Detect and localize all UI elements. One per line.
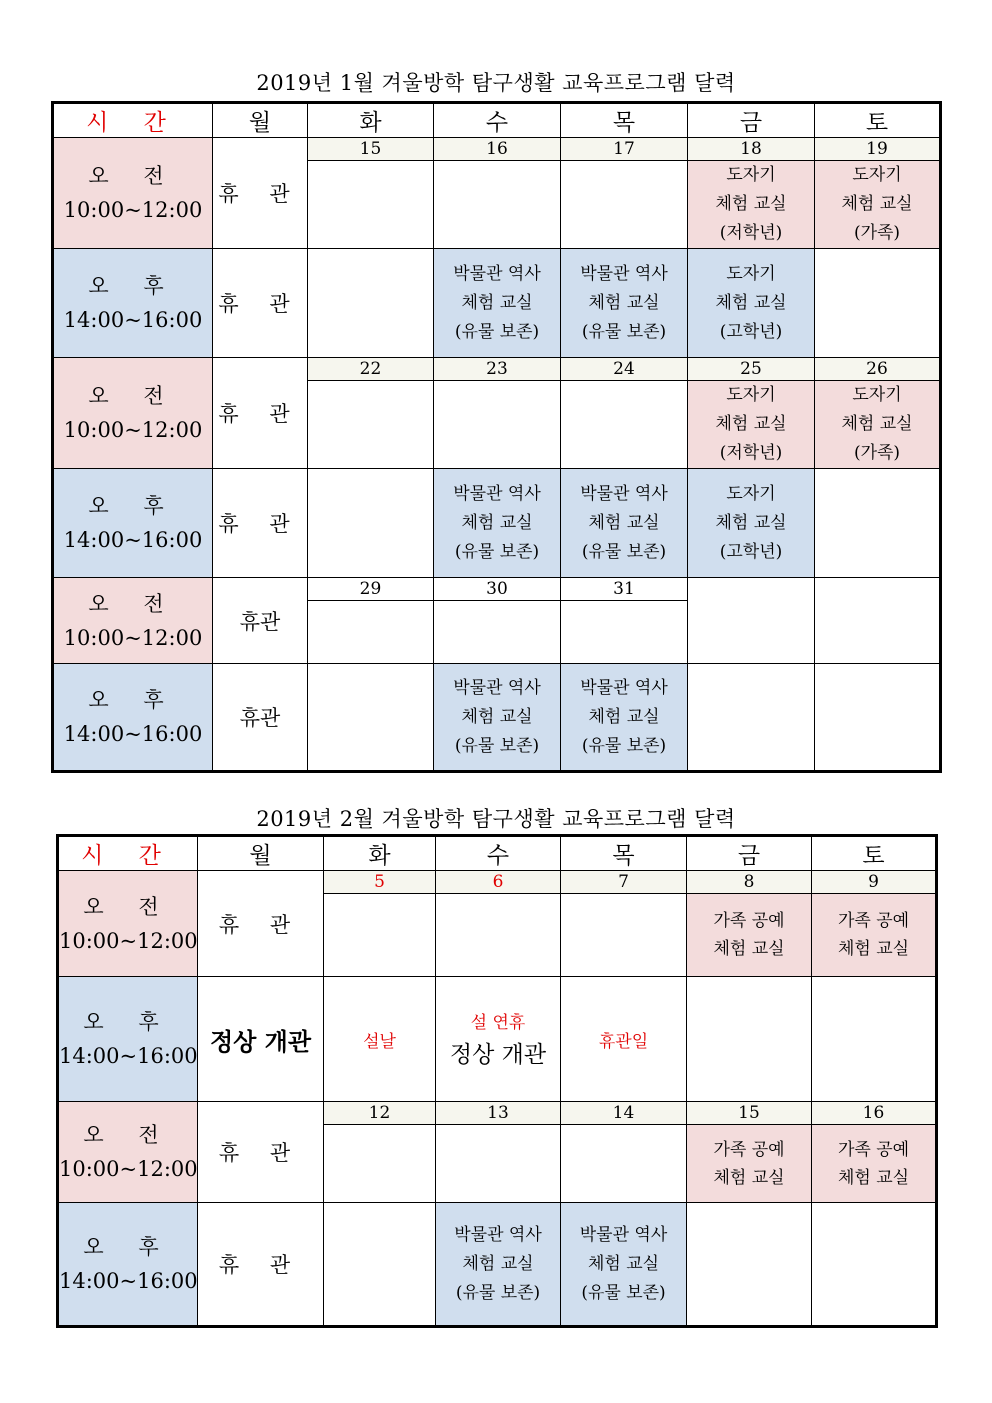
time-slot-pm (58, 977, 198, 1102)
empty-cell (324, 894, 436, 977)
empty-cell (434, 381, 561, 469)
empty-cell (561, 381, 688, 469)
empty-cell (434, 161, 561, 249)
program-cell-ceramic: 도자기 체험 교실 (가족) (815, 381, 941, 469)
slot-time: 14:00~16:00 (59, 1044, 198, 1068)
program-cell-history: 박물관 역사 체험 교실 (유물 보존) (436, 1203, 561, 1327)
slot-time: 10:00~12:00 (63, 198, 203, 222)
empty-cell (687, 977, 812, 1102)
program-cell-history: 박물관 역사 체험 교실 (유물 보존) (434, 469, 561, 578)
closed-cell: 휴 관 (198, 871, 324, 977)
empty-cell (812, 977, 937, 1102)
header-tue: 화 (308, 103, 434, 138)
date-cell: 17 (561, 138, 688, 161)
jan-header-row (53, 103, 941, 138)
empty-cell (436, 1125, 561, 1203)
header-time: 시 간 (53, 103, 213, 138)
time-slot-am (58, 1102, 198, 1203)
slot-label: 오 후 (83, 1235, 173, 1259)
closed-cell: 휴 관 (198, 1203, 324, 1327)
date-cell-holiday: 6 (436, 871, 561, 894)
date-cell: 18 (688, 138, 815, 161)
header-wed: 수 (434, 103, 561, 138)
feb-title: 2019년 2월 겨울방학 탐구생활 교육프로그램 달력 (256, 807, 736, 831)
empty-cell (324, 1125, 436, 1203)
closed-cell: 휴 관 (213, 469, 308, 578)
seol-holiday-cell: 설 연휴 정상 개관 (436, 977, 561, 1102)
open-normal-cell: 정상 개관 (198, 977, 324, 1102)
slot-time: 10:00~12:00 (59, 1157, 198, 1181)
closed-cell: 휴관 (213, 578, 308, 664)
header-fri: 금 (687, 836, 812, 871)
empty-cell (308, 249, 434, 358)
empty-cell (324, 1203, 436, 1327)
header-time: 시 간 (58, 836, 198, 871)
slot-label: 오 전 (88, 384, 178, 408)
feb-header-row (58, 836, 937, 871)
closed-cell: 휴 관 (213, 138, 308, 249)
holiday-cell: 휴관일 (561, 977, 687, 1102)
header-sat: 토 (815, 103, 941, 138)
slot-time: 10:00~12:00 (63, 418, 203, 442)
header-wed: 수 (436, 836, 561, 871)
empty-cell (308, 161, 434, 249)
jan-calendar-table (51, 101, 942, 773)
header-thu: 목 (561, 103, 688, 138)
date-cell-holiday: 5 (324, 871, 436, 894)
jan-title: 2019년 1월 겨울방학 탐구생활 교육프로그램 달력 (256, 71, 736, 95)
date-cell: 29 (308, 578, 434, 601)
program-cell-ceramic: 도자기 체험 교실 (고학년) (688, 249, 815, 358)
empty-cell (815, 469, 941, 578)
program-cell-history: 박물관 역사 체험 교실 (유물 보존) (561, 664, 688, 772)
empty-cell (308, 664, 434, 772)
date-cell: 12 (324, 1102, 436, 1125)
date-cell: 26 (815, 358, 941, 381)
empty-cell (815, 664, 941, 772)
date-cell: 7 (561, 871, 687, 894)
time-slot-pm (53, 664, 213, 772)
date-cell: 30 (434, 578, 561, 601)
slot-label: 오 후 (88, 274, 178, 298)
date-cell: 16 (812, 1102, 937, 1125)
program-cell-family-craft: 가족 공예 체험 교실 (687, 894, 812, 977)
empty-cell (561, 161, 688, 249)
date-cell: 31 (561, 578, 688, 601)
time-slot-pm (53, 249, 213, 358)
empty-cell (308, 381, 434, 469)
empty-cell (561, 1125, 687, 1203)
empty-cell (436, 894, 561, 977)
header-fri: 금 (688, 103, 815, 138)
program-cell-ceramic: 도자기 체험 교실 (가족) (815, 161, 941, 249)
program-cell-ceramic: 도자기 체험 교실 (고학년) (688, 469, 815, 578)
slot-label: 오 전 (83, 894, 173, 919)
program-cell-history: 박물관 역사 체험 교실 (유물 보존) (434, 249, 561, 358)
date-cell: 14 (561, 1102, 687, 1125)
date-cell: 8 (687, 871, 812, 894)
date-cell: 15 (687, 1102, 812, 1125)
date-cell: 24 (561, 358, 688, 381)
date-cell: 9 (812, 871, 937, 894)
feb-calendar-table (56, 834, 938, 1328)
empty-cell (688, 664, 815, 772)
slot-label: 오 후 (83, 1010, 173, 1034)
time-slot-am (58, 871, 198, 977)
slot-label: 오 후 (88, 688, 178, 712)
slot-time: 10:00~12:00 (63, 625, 203, 650)
slot-label: 오 후 (88, 494, 178, 518)
header-sat: 토 (812, 836, 937, 871)
slot-label: 오 전 (88, 591, 178, 616)
program-cell-family-craft: 가족 공예 체험 교실 (687, 1125, 812, 1203)
program-cell-history: 박물관 역사 체험 교실 (유물 보존) (561, 1203, 687, 1327)
date-cell: 15 (308, 138, 434, 161)
program-cell-history: 박물관 역사 체험 교실 (유물 보존) (434, 664, 561, 772)
date-cell: 13 (436, 1102, 561, 1125)
empty-cell (308, 601, 434, 664)
date-cell: 25 (688, 358, 815, 381)
empty-cell (561, 894, 687, 977)
header-tue: 화 (324, 836, 436, 871)
program-cell-history: 박물관 역사 체험 교실 (유물 보존) (561, 469, 688, 578)
time-slot-pm (58, 1203, 198, 1327)
program-cell-family-craft: 가족 공예 체험 교실 (812, 1125, 937, 1203)
date-cell: 22 (308, 358, 434, 381)
slot-time: 14:00~16:00 (63, 528, 203, 552)
header-mon: 월 (198, 836, 324, 871)
date-cell: 16 (434, 138, 561, 161)
header-mon: 월 (213, 103, 308, 138)
empty-cell (687, 1203, 812, 1327)
empty-cell (815, 578, 941, 664)
program-cell-family-craft: 가족 공예 체험 교실 (812, 894, 937, 977)
time-slot-am (53, 578, 213, 664)
slot-time: 14:00~16:00 (59, 1269, 198, 1293)
slot-time: 14:00~16:00 (63, 722, 203, 746)
slot-time: 10:00~12:00 (59, 928, 198, 953)
slot-time: 14:00~16:00 (63, 308, 203, 332)
empty-cell (812, 1203, 937, 1327)
closed-cell: 휴 관 (213, 249, 308, 358)
closed-cell: 휴 관 (213, 358, 308, 469)
empty-cell (308, 469, 434, 578)
date-cell: 23 (434, 358, 561, 381)
program-cell-ceramic: 도자기 체험 교실 (저학년) (688, 161, 815, 249)
closed-cell: 휴 관 (198, 1102, 324, 1203)
closed-cell: 휴관 (213, 664, 308, 772)
empty-cell (561, 601, 688, 664)
empty-cell (688, 578, 815, 664)
slot-label: 오 전 (83, 1123, 173, 1147)
empty-cell (434, 601, 561, 664)
seollal-cell: 설날 (324, 977, 436, 1102)
program-cell-history: 박물관 역사 체험 교실 (유물 보존) (561, 249, 688, 358)
date-cell: 19 (815, 138, 941, 161)
time-slot-am (53, 358, 213, 469)
header-thu: 목 (561, 836, 687, 871)
time-slot-pm (53, 469, 213, 578)
slot-label: 오 전 (88, 164, 178, 188)
empty-cell (815, 249, 941, 358)
time-slot-am (53, 138, 213, 249)
program-cell-ceramic: 도자기 체험 교실 (저학년) (688, 381, 815, 469)
